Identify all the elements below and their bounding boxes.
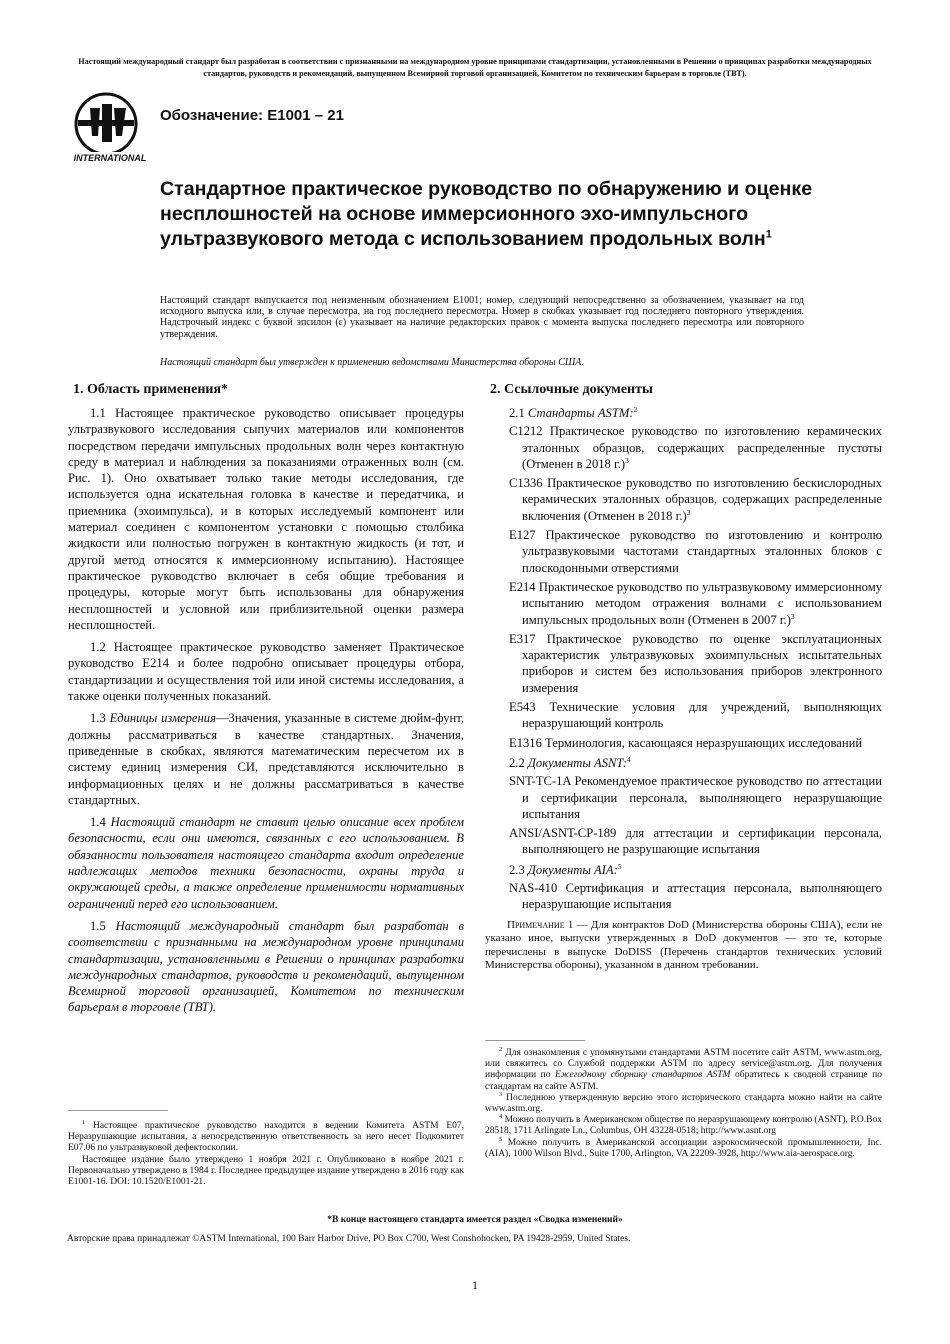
reference-item (485, 699, 882, 732)
left-column (68, 381, 464, 1022)
footnote-rule-right (485, 1040, 585, 1041)
reference-item (485, 880, 882, 913)
fn3-text: Последнюю утвержденную версию этого исторического стандарта можно найти на сайте www.astm.org. (485, 1092, 882, 1115)
reference-text: E214 Практическое руководство по ультразвуковому иммерсионному испытанию методом отражения волнами с использованием импульсных продольных волн (Отменен в 2007 г.) (509, 579, 882, 627)
refs-asnt-list (485, 773, 882, 857)
reference-item (485, 527, 882, 576)
reference-item (485, 475, 882, 524)
sub-astm-title: Стандарты ASTM: (527, 406, 634, 420)
page-number: 1 (472, 1278, 478, 1292)
designation: Обозначение: E1001 – 21 (160, 107, 344, 124)
reference-text: E543 Технические условия для учреждений, выполняющих неразрушающий контроль (509, 700, 882, 731)
reference-item (485, 735, 882, 751)
p1-5-number: 1.5 (90, 918, 116, 933)
subsection-astm (485, 405, 882, 421)
paragraph-1-5 (68, 918, 464, 1016)
reference-footnote-mark: 3 (625, 455, 629, 465)
sub-aia-number: 2.3 (509, 862, 528, 877)
p1-4-number: 1.4 (90, 815, 111, 830)
reference-text: E317 Практическое руководство по оценке эксплуатационных характеристик ультразвуковых эхоимпульсных испытательных приборов и систем без использования приборов электронного измерения (509, 631, 882, 695)
paragraph-1-2: 1.2 Настоящее практическое руководство заменяет Практическое руководство E214 и более подробно описывает процедуры отбора, стандартизации и осуществления той или иной системы исследования, а также оценки полученных показаний. (68, 640, 464, 704)
fn4-text: Можно получить в Американском обществе по неразрушающему контролю (ASNT), P.O.Box 28518, 1711 Arlingate Ln., Columbus, OH 43228-0518; http://www.asnt.org (485, 1115, 882, 1137)
footnote-5 (485, 1135, 882, 1160)
footnote-rule-left (68, 1110, 168, 1111)
reference-item (485, 631, 882, 696)
fn2-sup: 2 (499, 1045, 503, 1053)
note-1 (485, 919, 882, 973)
footnote-2 (485, 1045, 882, 1093)
p1-3-rest: —Значения, указанные в системе дюйм-фунт, должны рассматриваться в качестве стандартных. Значения, приведенные в скобках, являются математическим пересчетом их в систему единиц измерения СИ, представляются исключительно в информационных целях и не должны рассматриваться в качестве стандартных. (68, 711, 464, 807)
astm-logo-icon (68, 90, 152, 164)
reference-text: E127 Практическое руководство по изготовлению и контролю ультразвуковыми частотами стандартных эталонных блоков с плоскодонными отверстиями (509, 528, 882, 575)
section-2-heading: 2. Ссылочные документы (490, 382, 653, 397)
p1-3-number: 1.3 (90, 711, 110, 726)
sub-asnt-title: Документы ASNT: (527, 755, 627, 770)
reference-text: NAS-410 Сертификация и аттестация персонала, выполняющего неразрушающие испытания (509, 881, 882, 912)
sub-asnt-sup: 4 (626, 754, 631, 764)
issued-statement: Настоящий стандарт выпускается под неизменным обозначением E1001; номер, следующий непосредственно за обозначением, указывает на год исходного выпуска или, в случае пересмотра, на год последнего пересмотра. Номер в скобках указывает год последнего повторного утверждения. Надстрочный индекс с буквой эпсилон (ε) указывает на наличие редакторских правок с момента выпуска последнего пересмотра или повторного утверждения. (160, 295, 804, 340)
reference-text: E1316 Терминология, касающаяся неразрушающих исследований (509, 735, 863, 750)
reference-item (485, 423, 882, 472)
p1-5-text: Настоящий международный стандарт был разработан в соответствии с признанными на международном уровне принципами стандартизации, установленными в Решении о принципах разработки международных стандартов, руководств и рекомендаций, выпущенном Всемирной торговой организацией, Комитетом по техническим барьерам в торговле (ТВТ). (68, 918, 464, 1015)
summary-of-changes-note: *В конце настоящего стандарта имеется раздел «Сводка изменений» (327, 1215, 623, 1225)
refs-astm-list (485, 423, 882, 751)
subsection-asnt (485, 755, 882, 771)
copyright: Авторские права принадлежат ©ASTM International, 100 Barr Harbor Drive, PO Box C700, West Conshohocken, PA 19428-2959, United States. (67, 1234, 631, 1244)
logo-text: INTERNATIONAL (73, 153, 147, 163)
title-text: Стандартное практическое руководство по обнаружению и оценке несплошностей на основе иммерсионного эхо-импульсного ультразвукового метода с использованием продольных волн (160, 178, 813, 250)
refs-aia-list (485, 880, 882, 913)
note-label: Примечание 1 (507, 918, 574, 931)
subsection-aia (485, 862, 882, 878)
p1-4-text: Настоящий стандарт не ставит целью описание всех проблем безопасности, если они имеются, связанных с его использованием. В обязанности пользователя настоящего стандарта входит определение надлежащих методов техники безопасности, охраны труда и окружающей среды, а также определение применимости нормативных ограничений перед его использованием. (68, 815, 464, 911)
title-footnote-mark: 1 (765, 228, 772, 241)
reference-item (485, 825, 882, 858)
sub-aia-sup: 5 (617, 861, 622, 871)
footnote-3 (485, 1090, 882, 1115)
reference-text: ANSI/ASNT-CP-189 для аттестации и сертификации персонала, выполняющего не разрушающие испытания (509, 826, 882, 857)
reference-text: C1336 Практическое руководство по изготовлению бескислородных керамических эталонных образцов, содержащих распределенные включения (Отменен в 2018 г.) (509, 476, 882, 523)
sub-astm-number: 2.1 (509, 406, 528, 420)
header-notice: Настоящий международный стандарт был разработан в соответствии с признанными на международном уровне принципами стандартизации, установленными в Решении о принципах разработки международных стандартов, руководств и рекомендаций, выпущенном Всемирной торговой организацией, Комитетом по техническим барьерам в торговле (ТВТ). (78, 57, 872, 78)
footnotes-left (68, 1118, 464, 1188)
fn2-text-b: обратитесь к сводной странице по стандартам на сайте ASTM. (485, 1070, 882, 1092)
fn1-text: Настоящее практическое руководство находится в ведении Комитета ASTM E07, Неразрушающие испытания, а непосредственную ответственность за него несет Подкомитет E07.06 по ультразвуковой дефектоскопии. (68, 1121, 464, 1154)
reference-item (485, 579, 882, 628)
fn2-italic: Ежегодному сборнику стандартов ASTM (554, 1070, 731, 1081)
p1-3-italic: Единицы измерения (109, 711, 216, 726)
sub-asnt-number: 2.2 (509, 755, 528, 770)
footnote-4 (485, 1115, 882, 1137)
footnote-1b: Настоящее издание было утверждено 1 ноября 2021 г. Опубликовано в ноябре 2021 г. Первоначально утверждено в 1984 г. Последнее предыдущее издание утверждено в 2016 году как E1001-16. DOI: 10.1520/E1001-21. (68, 1154, 464, 1188)
fn3-sup: 3 (499, 1090, 503, 1098)
reference-text: C1212 Практическое руководство по изготовлению керамических эталонных образцов, содержащих распределенные пустоты (Отменен в 2018 г.) (509, 424, 882, 471)
paragraph-1-1: 1.1 Настоящее практическое руководство описывает процедуры ультразвукового исследования сыпучих материалов или компонентов посредством передачи импульсных продольных волн через контактную среду в материал и наблюдения за показаниями отраженных волн (см. Рис. 1). Оно охватывает только такие методы исследования, где используется одна искательная головка в качестве и передатчика, и приемника (эхоимпульса), и в которых исследуемый компонент или материал соединен с компонентом установки с помощью столбика жидкости или полностью погружен в контактную жидкость (и тот, и другой метод относятся к иммерсионному испытанию). Настоящее практическое руководство включает в себя общие требования и процедуры, которые могут быть использованы для обнаружения несплошностей и условной или приблизительной оценки размера несплошностей. (68, 406, 464, 632)
fn5-text: Можно получить в Американской ассоциации аэрокосмической промышленности, Inc. (AIA), 1000 Wilson Blvd., Suite 1700, Arlington, VA 22209-3928, http://www.aia-aerospace.org. (485, 1137, 882, 1159)
right-column (485, 381, 882, 973)
footnote-1 (68, 1118, 464, 1155)
document-title (160, 177, 820, 252)
approval-statement: Настоящий стандарт был утвержден к применению ведомствами Министерства обороны США. (160, 357, 584, 368)
paragraph-1-4 (68, 814, 464, 912)
note-text: — Для контрактов DoD (Министерства обороны США), если не указано иное, выпуски утвержденных в DoD документов — это те, которые перечислены в выпуске DoDISS (Перечень стандартов технических условий Министерства обороны), указанном в данном требовании. (485, 918, 882, 972)
section-1-heading: 1. Область применения* (73, 382, 229, 397)
sub-astm-sup: 2 (633, 404, 638, 414)
fn2-text-a: Для ознакомления с упомянутыми стандартами ASTM посетите сайт ASTM, www.astm.org, или свяжитесь со Службой поддержки ASTM по адресу service@astm.org. Для получения информации по (485, 1048, 882, 1081)
fn1-sup: 1 (82, 1118, 86, 1126)
reference-footnote-mark: 3 (686, 507, 691, 517)
fn5-sup: 5 (499, 1135, 503, 1143)
sub-aia-title: Документы AIA: (527, 862, 618, 877)
reference-text: SNT-TC-1A Рекомендуемое практическое руководство по аттестации и сертификации персонала, выполняющего неразрушающие испытания (509, 774, 882, 821)
reference-footnote-mark: 3 (790, 611, 795, 621)
footnotes-right (485, 1045, 882, 1160)
paragraph-1-3 (68, 710, 464, 808)
fn4-sup: 4 (499, 1113, 503, 1121)
reference-item (485, 773, 882, 822)
